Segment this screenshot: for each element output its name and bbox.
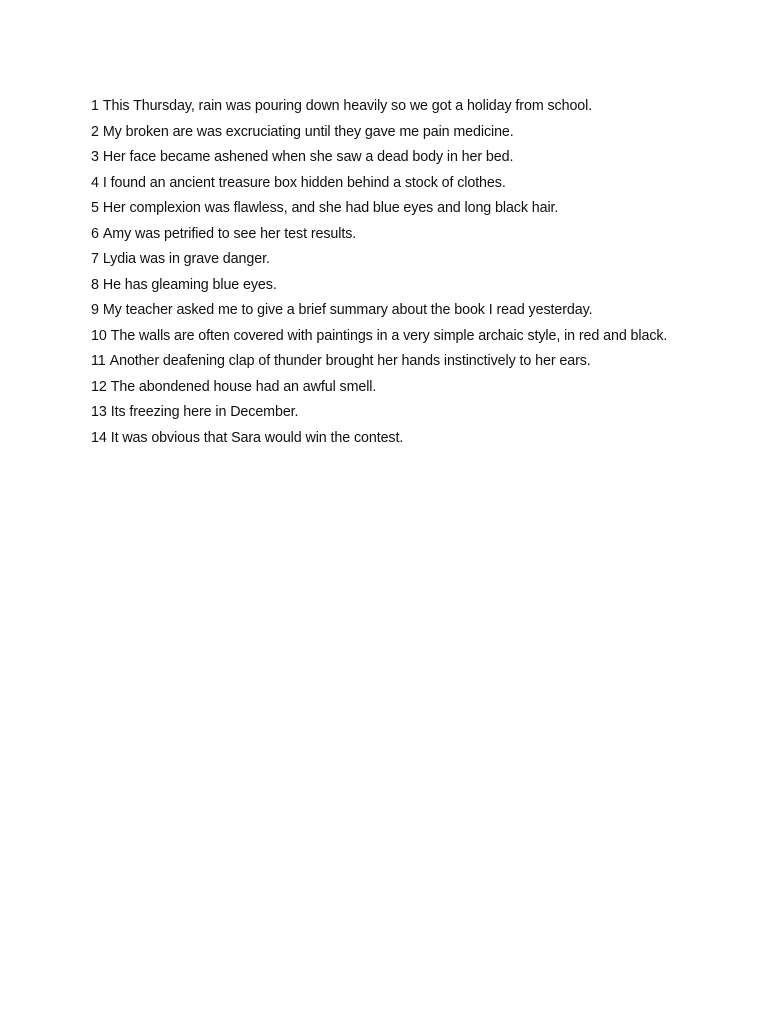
sentence-number: 7 bbox=[91, 251, 99, 267]
sentence-text: He has gleaming blue eyes. bbox=[102, 276, 277, 293]
sentence-item bbox=[91, 222, 681, 248]
sentence-text: Another deafening clap of thunder brought her hands instinctively to her ears. bbox=[109, 353, 591, 369]
sentence-item bbox=[91, 324, 681, 350]
sentence-item bbox=[91, 145, 681, 171]
sentence-number: 6 bbox=[91, 225, 99, 242]
sentence-list bbox=[91, 94, 681, 451]
sentence-text: My teacher asked me to give a brief summary about the book I read yesterday. bbox=[102, 302, 593, 318]
sentence-number: 12 bbox=[91, 378, 107, 395]
sentence-number: 1 bbox=[91, 98, 99, 114]
sentence-text: The walls are often covered with paintings in a very simple archaic style, in red and black. bbox=[110, 327, 668, 344]
sentence-text: I found an ancient treasure box hidden behind a stock of clothes. bbox=[102, 174, 506, 191]
sentence-item bbox=[91, 298, 681, 324]
sentence-number: 8 bbox=[91, 276, 99, 293]
sentence-item bbox=[91, 120, 681, 146]
sentence-text: This Thursday, rain was pouring down heavily so we got a holiday from school. bbox=[102, 98, 593, 114]
sentence-text: It was obvious that Sara would win the contest. bbox=[110, 429, 404, 446]
sentence-item bbox=[91, 247, 681, 273]
sentence-number: 4 bbox=[91, 174, 99, 191]
sentence-number: 11 bbox=[91, 353, 106, 369]
sentence-number: 2 bbox=[91, 123, 99, 140]
sentence-text: The abondened house had an awful smell. bbox=[110, 378, 377, 395]
sentence-item bbox=[91, 375, 681, 401]
sentence-text: My broken are was excruciating until they gave me pain medicine. bbox=[102, 123, 514, 140]
sentence-item bbox=[91, 400, 681, 426]
sentence-text: Her face became ashened when she saw a dead body in her bed. bbox=[102, 149, 514, 165]
sentence-number: 14 bbox=[91, 429, 107, 446]
sentence-item bbox=[91, 94, 681, 120]
sentence-item bbox=[91, 273, 681, 299]
sentence-item bbox=[91, 426, 681, 452]
sentence-number: 3 bbox=[91, 149, 99, 165]
sentence-item bbox=[91, 171, 681, 197]
sentence-number: 13 bbox=[91, 404, 107, 420]
sentence-text: Her complexion was flawless, and she had blue eyes and long black hair. bbox=[102, 200, 559, 216]
sentence-text: Amy was petrified to see her test results. bbox=[102, 225, 357, 242]
sentence-number: 10 bbox=[91, 327, 107, 344]
sentence-text: Its freezing here in December. bbox=[110, 404, 299, 420]
sentence-text: Lydia was in grave danger. bbox=[102, 251, 270, 267]
sentence-item bbox=[91, 196, 681, 222]
sentence-number: 9 bbox=[91, 302, 99, 318]
sentence-item bbox=[91, 349, 681, 375]
sentence-number: 5 bbox=[91, 200, 99, 216]
